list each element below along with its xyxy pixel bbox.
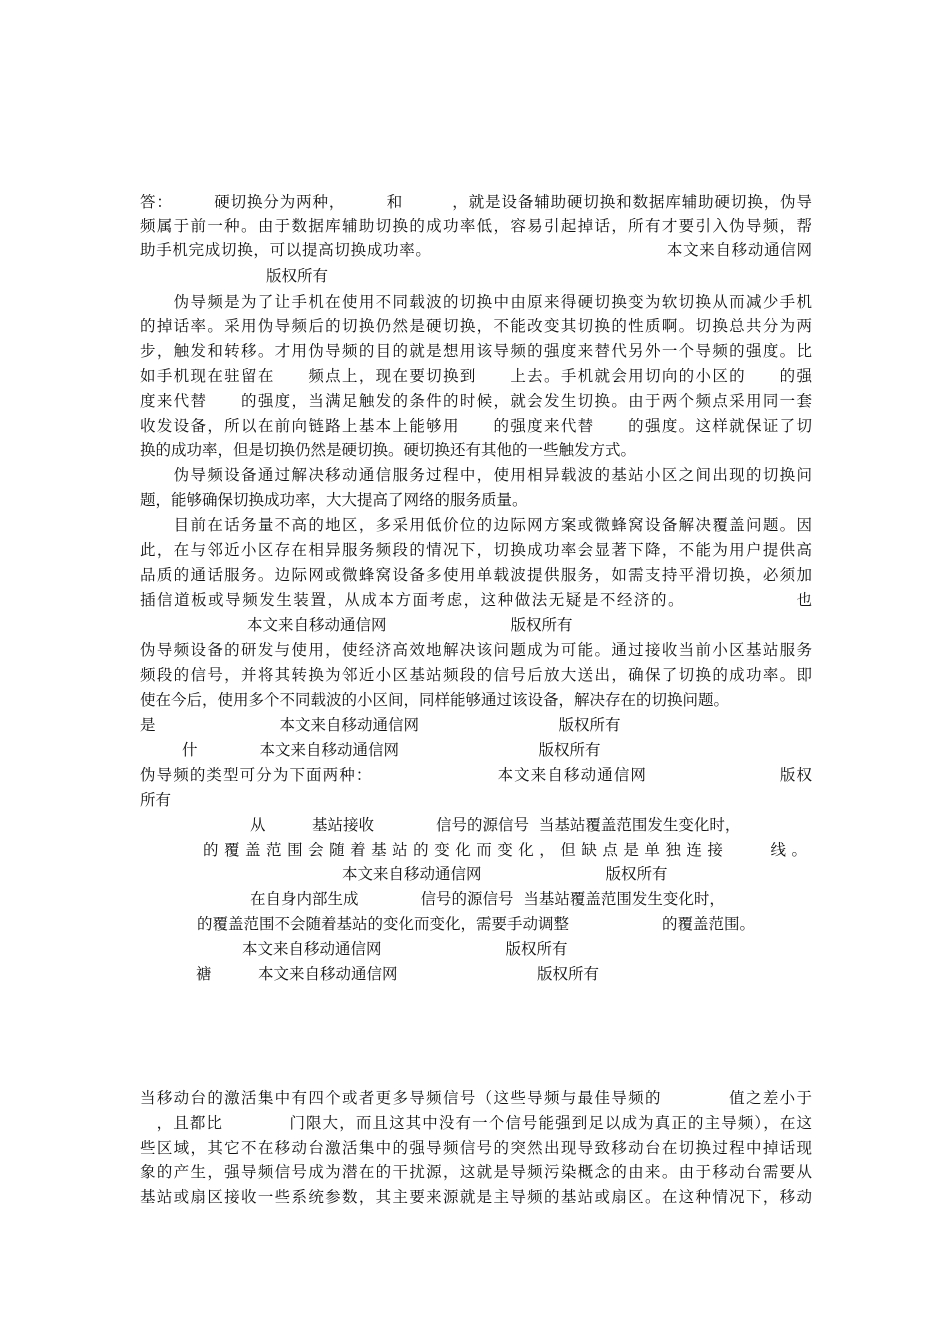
text-line: ，且都比 门限大，而且这其中没有一个信号能强到足以成为真正的主导频），在这 — [140, 1114, 812, 1132]
text-line: 所有 — [140, 791, 172, 809]
text-line: 目前在话务量不高的地区，多采用低价位的边际网方案或微蜂窝设备解决覆盖问题。因 — [140, 516, 812, 534]
text-line: 换的成功率，但是切换仍然是硬切换。硬切换还有其他的一些触发方式。 — [140, 441, 637, 459]
text-line: 度来代替 的强度，当满足触发的条件的时候，就会发生切换。由于两个频点采用同一套 — [140, 392, 812, 410]
text-line: 禟 本文来自移动通信网 版权所有 — [196, 965, 600, 983]
text-line: 本文来自移动通信网 版权所有 — [242, 940, 568, 958]
text-line: 从 基站接收 信号的源信号 当基站覆盖范围发生变化时， — [250, 816, 741, 834]
text-line: 伪导频设备的研发与使用，使经济高效地解决该问题成为可能。通过接收当前小区基站服务 — [140, 641, 812, 659]
text-line: 如手机现在驻留在 频点上，现在要切换到 上去。手机就会用切向的小区的 的强 — [140, 367, 812, 385]
text-line: 插信道板或导频发生装置，从成本方面考虑，这种做法无疑是不经济的。 也 — [140, 591, 812, 609]
text-line: 象的产生，强导频信号成为潜在的干扰源，这就是导频污染概念的由来。由于移动台需要从 — [140, 1163, 812, 1181]
text-line: 当移动台的激活集中有四个或者更多导频信号（这些导频与最佳导频的 值之差小于 — [140, 1089, 812, 1107]
text-line: 本文来自移动通信网 版权所有 — [342, 865, 668, 883]
text-line: 伪导频是为了让手机在使用不同载波的切换中由原来得硬切换变为软切换从而减少手机 — [140, 293, 812, 311]
text-line: 伪导频设备通过解决移动通信服务过程中，使用相异载波的基站小区之间出现的切换问 — [140, 466, 812, 484]
text-line: 使在今后，使用多个不同载波的小区间，同样能够通过该设备，解决存在的切换问题。 — [140, 691, 730, 709]
text-line: 版权所有 — [266, 267, 329, 285]
text-line: 些区域，其它不在移动台激活集中的强导频信号的突然出现导致移动台在切换过程中掉话现 — [140, 1139, 812, 1157]
text-line: 步，触发和转移。才用伪导频的目的就是想用该导频的强度来替代另外一个导频的强度。比 — [140, 342, 812, 360]
text-line: 此，在与邻近小区存在相异服务频段的情况下，切换成功率会显著下降，不能为用户提供高 — [140, 541, 812, 559]
text-line: 的覆盖范围不会随着基站的变化而变化，需要手动调整 的覆盖范围。 — [197, 915, 756, 933]
text-line: 伪导频的类型可分为下面两种： 本文来自移动通信网 版权 — [140, 766, 812, 784]
text-line: 助手机完成切换，可以提高切换成功率。 本文来自移动通信网 — [140, 241, 812, 259]
text-line: 答： 硬切换分为两种， 和 ，就是设备辅助硬切换和数据库辅助硬切换，伪导 — [140, 193, 812, 211]
text-line: 的覆盖范围会随着基站的变化而变化，但缺点是单独连接 线。 — [203, 841, 807, 859]
text-line: 在自身内部生成 信号的源信号 当基站覆盖范围发生变化时， — [250, 890, 725, 908]
text-line: 基站或扇区接收一些系统参数，其主要来源就是主导频的基站或扇区。在这种情况下，移动 — [140, 1188, 812, 1206]
text-line: 题，能够确保切换成功率，大大提高了网络的服务质量。 — [140, 491, 528, 509]
text-line: 频段的信号，并将其转换为邻近小区基站频段的信号后放大送出，确保了切换的成功率。即 — [140, 666, 812, 684]
text-line: 频属于前一种。由于数据库辅助切换的成功率低，容易引起掉话，所有才要引入伪导频，帮 — [140, 217, 812, 235]
text-line: 品质的通话服务。边际网或微蜂窝设备多使用单载波提供服务，如需支持平滑切换，必须加 — [140, 566, 812, 584]
text-line: 是 本文来自移动通信网 版权所有 — [140, 716, 621, 734]
text-line: 什 本文来自移动通信网 版权所有 — [182, 741, 601, 759]
text-line: 本文来自移动通信网 版权所有 — [247, 616, 573, 634]
text-line: 收发设备，所以在前向链路上基本上能够用 的强度来代替 的强度。这样就保证了切 — [140, 417, 812, 435]
text-line: 的掉话率。采用伪导频后的切换仍然是硬切换，不能改变其切换的性质啊。切换总共分为两 — [140, 317, 812, 335]
